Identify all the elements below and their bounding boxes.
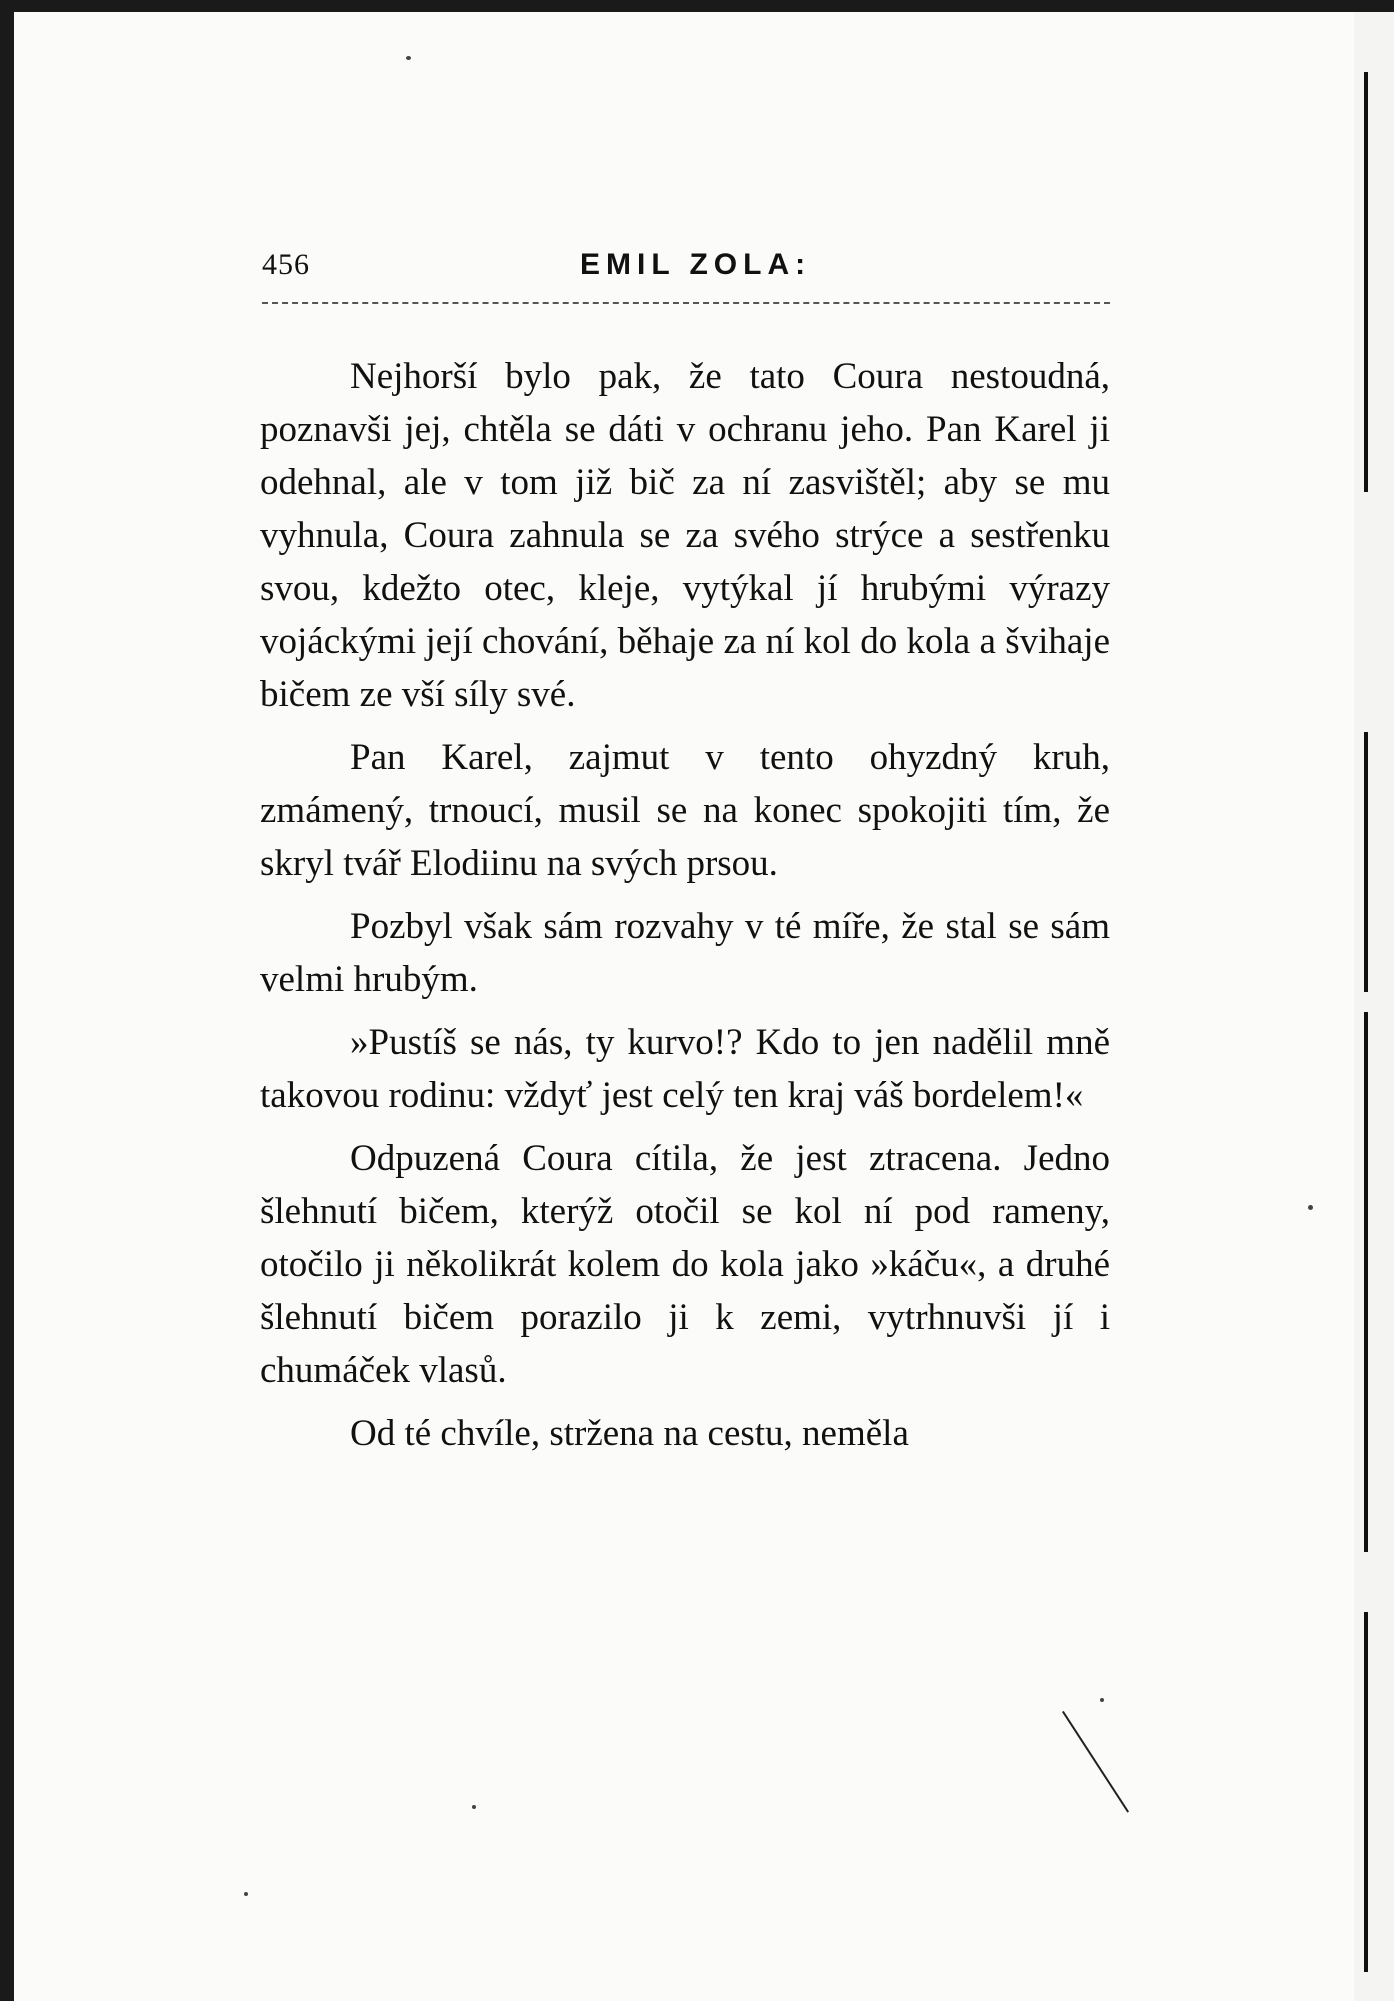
edge-rule <box>1364 732 1368 992</box>
page-header <box>250 248 1110 288</box>
edge-rule <box>1364 1012 1368 1552</box>
edge-rule <box>1364 72 1368 492</box>
speck <box>1308 1205 1313 1210</box>
paragraph: Od té chvíle, stržena na cestu, neměla <box>350 1413 909 1454</box>
page-edge <box>1354 12 1394 2001</box>
paragraph: Pan Karel, zajmut v tento ohyzdný kruh, zmámený, trnoucí, musil se na konec spokojiti tím, že skryl tvář Elodiinu na svých prsou. <box>260 737 1110 884</box>
speck <box>472 1805 476 1809</box>
paragraph: Pozbyl však sám rozvahy v té míře, že stal se sám velmi hrubým. <box>260 906 1110 1000</box>
body-text <box>260 350 1110 1460</box>
scratch-mark <box>1062 1711 1129 1813</box>
speck <box>406 56 411 60</box>
page-number: 456 <box>262 248 310 281</box>
paragraph: »Pustíš se nás, ty kurvo!? Kdo to jen nadělil mně takovou rodinu: vždyť jest celý ten kraj váš bordelem!« <box>260 1022 1110 1116</box>
paragraph: Nejhorší bylo pak, že tato Coura nestoudná, poznavši jej, chtěla se dáti v ochranu jeho. Pan Karel ji odehnal, ale v tom již bič za ní zasvištěl; aby se mu vyhnula, Coura zahnula se za svého strýce a sestřenku svou, kdežto otec, kleje, vytýkal jí hrubými výrazy vojáckými její chování, běhaje za ní kol do kola a švihaje bičem ze vší síly své. <box>260 356 1110 715</box>
paragraph: Odpuzená Coura cítila, že jest ztracena. Jedno šlehnutí bičem, kterýž otočil se kol ní pod rameny, otočilo ji několikrát kolem do kola jako »káču«, a druhé šlehnutí bičem porazilo ji k zemi, vytrhnuvši jí i chumáček vlasů. <box>260 1138 1110 1391</box>
header-rule <box>262 302 1110 304</box>
speck <box>1100 1698 1104 1702</box>
book-page <box>14 12 1354 2001</box>
speck <box>244 1892 248 1896</box>
running-head: EMIL ZOLA: <box>580 248 812 281</box>
edge-rule <box>1364 1612 1368 1972</box>
